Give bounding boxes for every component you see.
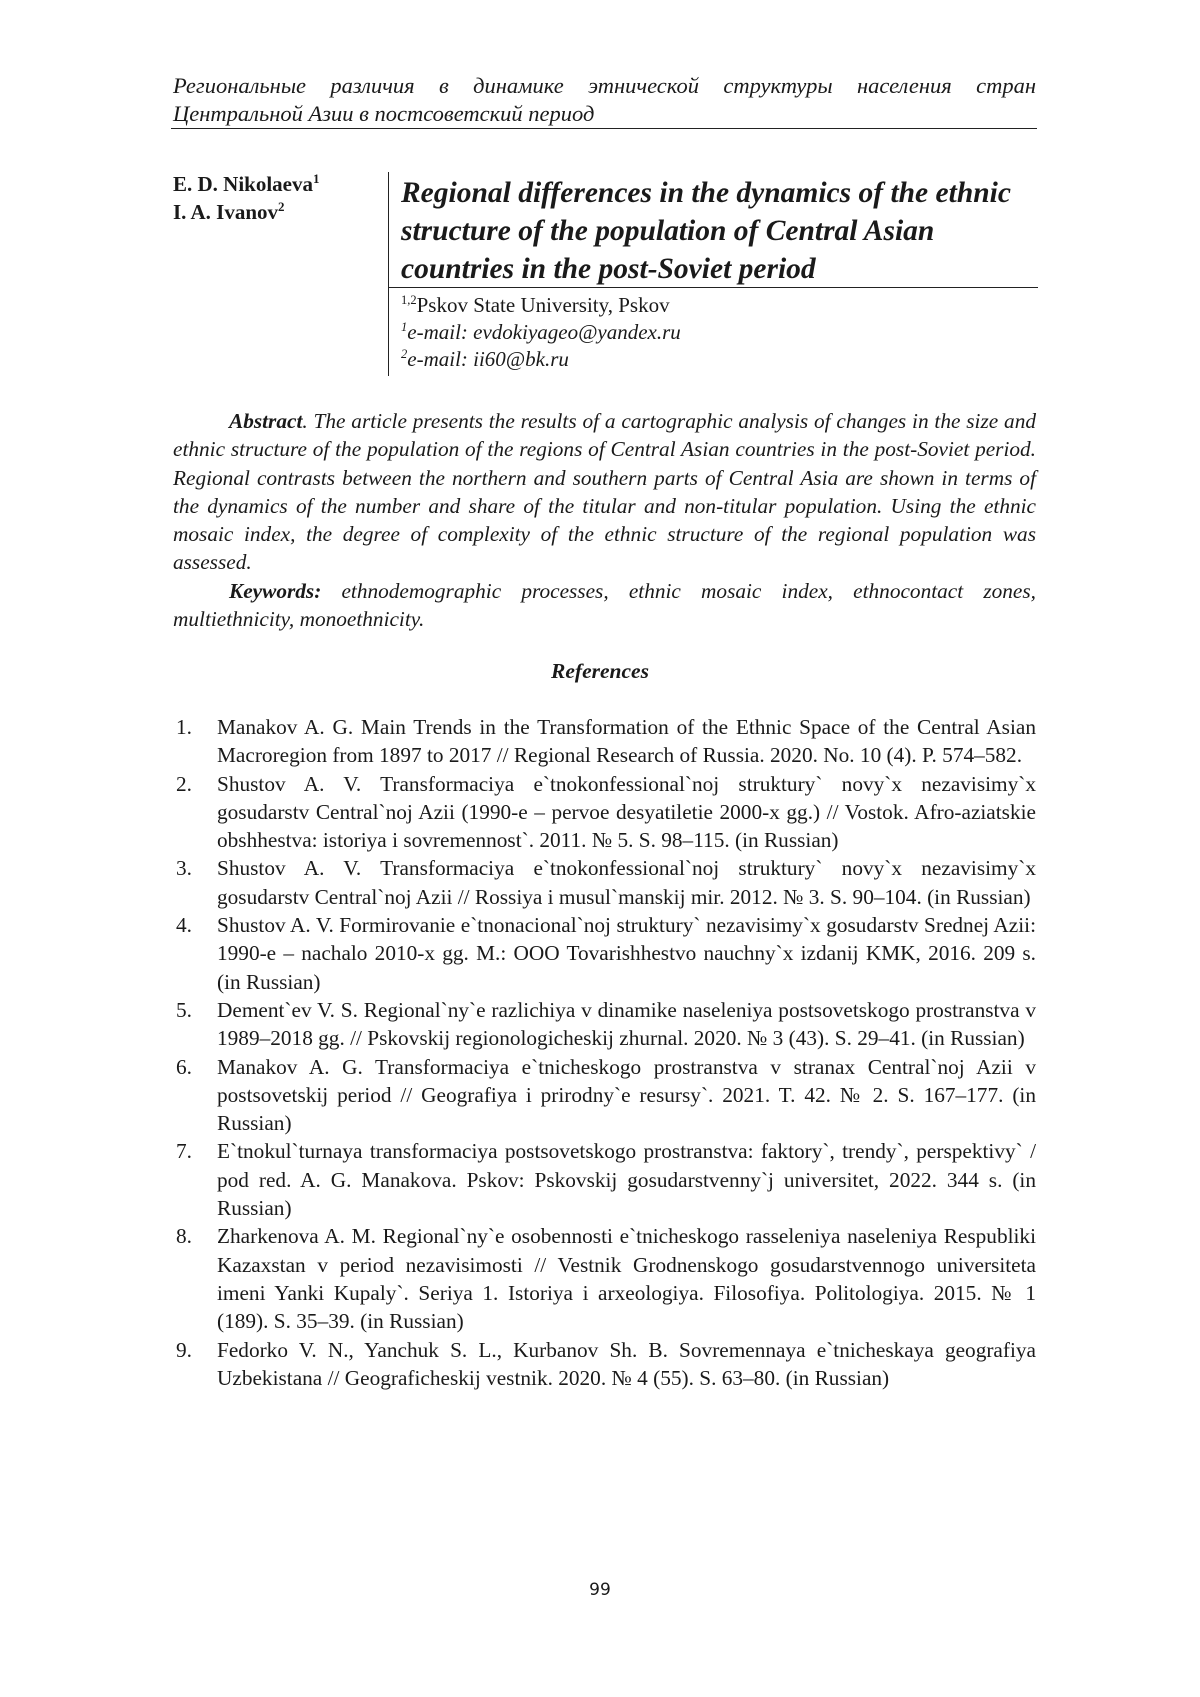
reference-number: 6. bbox=[176, 1054, 192, 1079]
reference-item bbox=[173, 996, 1036, 1053]
abstract-text: . The article presents the results of a cartographic analysis of changes in the size and ethnic structure of the population of the regions of Central Asian countries in the post-Soviet period. Regional contrasts between the northern and southern parts of Central Asia are shown in terms of the dynamics of the number and share of the titular and non-titular population. Using the ethnic mosaic index, the degree of complexity of the ethnic structure of the regional population was assessed. bbox=[173, 409, 1036, 575]
keywords-text: ethnodemographic processes, ethnic mosaic index, ethnocontact zones, multiethnicity, monoethnicity. bbox=[173, 578, 1036, 632]
abstract-label: Abstract bbox=[229, 409, 303, 433]
author-list bbox=[173, 170, 320, 226]
abstract-section bbox=[173, 407, 1036, 633]
keywords-label: Keywords: bbox=[229, 578, 322, 603]
email-2 bbox=[401, 346, 681, 373]
affiliation-text: Pskov State University, Pskov bbox=[416, 293, 670, 317]
email-2-text: e-mail: ii60@bk.ru bbox=[407, 347, 569, 371]
reference-text: Dement`ev V. S. Regional`ny`e razlichiya v dinamike naseleniya postsovetskogo prostranstva v 1989–2018 gg. // Pskovskij regionologicheskij zhurnal. 2020. № 3 (43). S. 29–41. (in Russian) bbox=[217, 997, 1036, 1051]
running-header bbox=[173, 72, 1036, 128]
email-2-sup: 2 bbox=[401, 347, 408, 361]
reference-item bbox=[173, 1053, 1036, 1138]
reference-text: Shustov A. V. Transformaciya e`tnokonfessional`noj struktury` novy`x nezavisimy`x gosudarstv Central`noj Azii // Rossiya i musul`manskij mir. 2012. № 3. S. 90–104. (in Russian) bbox=[217, 856, 1036, 909]
author-1-sup: 1 bbox=[313, 171, 320, 186]
article-title: Regional differences in the dynamics of the ethnic structure of the population of Central Asian countries in the post-Soviet period bbox=[401, 177, 1011, 285]
reference-number: 8. bbox=[176, 1224, 192, 1249]
reference-item bbox=[173, 854, 1036, 911]
author-1 bbox=[173, 170, 320, 198]
reference-text: E`tnokul`turnaya transformaciya postsovetskogo prostranstva: faktory`, trendy`, perspektivy` / pod red. A. G. Manakova. Pskov: Pskovskij gosudarstvenny`j universitet, 2022. 344 s. (in Russian) bbox=[217, 1139, 1036, 1221]
reference-number: 2. bbox=[176, 771, 192, 796]
keywords-paragraph bbox=[173, 577, 1036, 634]
abstract-paragraph bbox=[173, 407, 1036, 577]
reference-item bbox=[173, 1137, 1036, 1222]
reference-number: 4. bbox=[176, 913, 192, 938]
reference-item bbox=[173, 770, 1036, 855]
reference-list bbox=[173, 713, 1036, 1392]
reference-text: Fedorko V. N., Yanchuk S. L., Kurbanov Sh. B. Sovremennaya e`tnicheskaya geografiya Uzbekistana // Geograficheskij vestnik. 2020. № 4 (55). S. 63–80. (in Russian) bbox=[217, 1337, 1036, 1390]
affiliation-block bbox=[401, 292, 681, 373]
running-header-line-2: Центральной Азии в постсоветский период bbox=[173, 101, 595, 126]
title-rule bbox=[388, 287, 1038, 288]
reference-text: Shustov A. V. Formirovanie e`tnonacional`noj struktury` nezavisimy`x gosudarstv Srednej Azii: 1990-e – nachalo 2010-x gg. M.: OOO Tovarishhestvo nauchny`x izdanij KMK, 2016. 209 s. (in Russian) bbox=[217, 913, 1036, 994]
page-number: 99 bbox=[589, 1580, 611, 1600]
email-1 bbox=[401, 319, 681, 346]
author-2 bbox=[173, 198, 320, 226]
running-header-line-1: Региональные различия в динамике этнической структуры населения стран bbox=[173, 73, 1036, 98]
reference-item bbox=[173, 911, 1036, 996]
reference-number: 3. bbox=[176, 856, 192, 881]
title-divider bbox=[388, 172, 389, 376]
reference-number: 1. bbox=[176, 715, 192, 739]
author-2-name: I. A. Ivanov bbox=[173, 200, 279, 224]
email-1-text: e-mail: evdokiyageo@yandex.ru bbox=[407, 320, 681, 344]
email-1-sup: 1 bbox=[401, 320, 408, 334]
reference-text: Zharkenova A. M. Regional`ny`e osobennosti e`tnicheskogo rasseleniya naseleniya Respubliki Kazaxstan v period nezavisimosti // Vestnik Grodnenskogo gosudarstvennogo universiteta imeni Yanki Kupaly`. Seriya 1. Istoriya i arxeologiya. Filosofiya. Politologiya. 2015. № 1 (189). S. 35–39. (in Russian) bbox=[217, 1224, 1036, 1334]
header-rule bbox=[171, 128, 1037, 129]
reference-number: 5. bbox=[176, 997, 192, 1022]
reference-item bbox=[173, 1336, 1036, 1393]
affiliation-sup: 1,2 bbox=[401, 293, 417, 307]
author-2-sup: 2 bbox=[278, 199, 285, 214]
reference-number: 7. bbox=[176, 1139, 192, 1164]
reference-text: Manakov A. G. Main Trends in the Transformation of the Ethnic Space of the Central Asian Macroregion from 1897 to 2017 // Regional Research of Russia. 2020. No. 10 (4). P. 574–582. bbox=[217, 715, 1036, 768]
reference-text: Shustov A. V. Transformaciya e`tnokonfessional`noj struktury` novy`x nezavisimy`x gosudarstv Central`noj Azii (1990-e – pervoe desyatiletie 2000-x gg.) // Vostok. Afro-aziatskie obshhestva: istoriya i sovremennost`. 2011. № 5. S. 98–115. (in Russian) bbox=[217, 771, 1036, 853]
reference-text: Manakov A. G. Transformaciya e`tnicheskogo prostranstva v stranax Central`noj Azii v postsovetskij period // Geografiya i prirodny`e resursy`. 2021. T. 42. № 2. S. 167–177. (in Russian) bbox=[217, 1054, 1036, 1136]
reference-number: 9. bbox=[176, 1337, 192, 1362]
author-1-name: E. D. Nikolaeva bbox=[173, 172, 314, 196]
references-heading: References bbox=[551, 659, 649, 683]
affiliation bbox=[401, 292, 681, 319]
reference-item bbox=[173, 713, 1036, 770]
reference-item bbox=[173, 1222, 1036, 1335]
